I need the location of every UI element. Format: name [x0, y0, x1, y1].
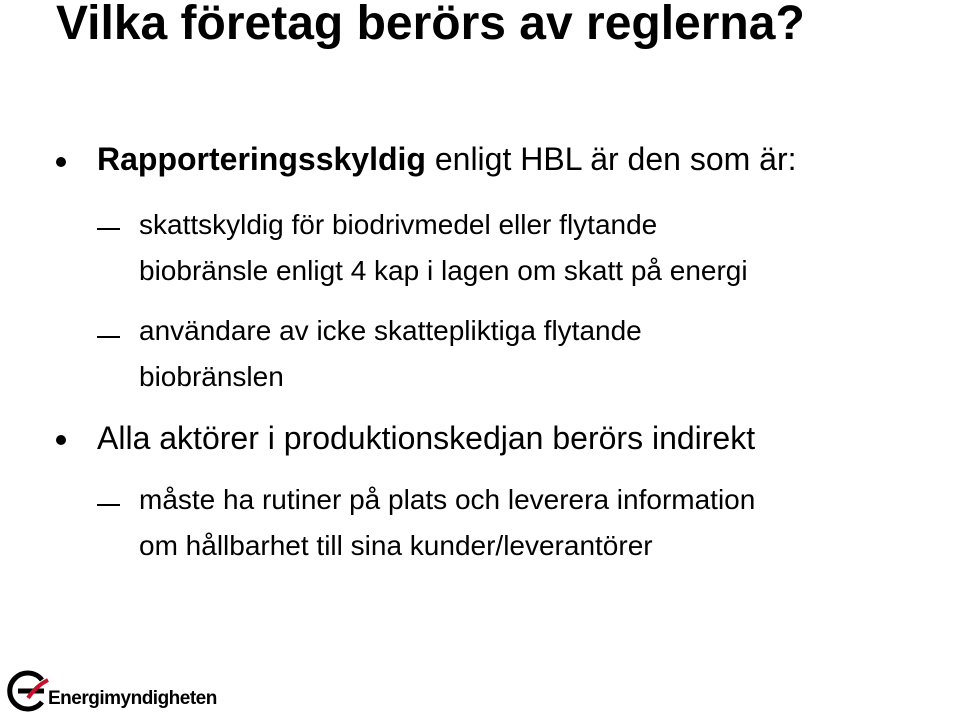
sub-bullet-line: måste ha rutiner på plats och leverera information — [139, 484, 756, 515]
sub-bullet-line: biobränsle enligt 4 kap i lagen om skatt på energi — [139, 255, 748, 286]
bullet-2-text: Alla aktörer i produktionskedjan berörs indirekt — [97, 420, 756, 456]
dash-icon — [97, 336, 120, 338]
sub-bullet-line: om hållbarhet till sina kunder/leverantörer — [139, 530, 653, 561]
bullet-2 — [97, 420, 755, 456]
sub-bullet-2-1 — [139, 478, 755, 568]
sub-bullet-1-2 — [139, 309, 642, 399]
sub-bullet-line: biobränslen — [139, 361, 284, 392]
energimyndigheten-logo — [4, 668, 217, 712]
sub-bullet-1-1 — [139, 203, 748, 293]
bullet-dot-icon — [56, 157, 66, 167]
bullet-1-rest: enligt HBL är den som är: — [425, 141, 797, 177]
bullet-1 — [97, 141, 797, 177]
dash-icon — [97, 228, 120, 230]
slide-title: Vilka företag berörs av reglerna? — [56, 0, 805, 50]
sub-bullet-line: användare av icke skattepliktiga flytande — [139, 315, 642, 346]
sub-bullet-line: skattskyldig för biodrivmedel eller flytande — [139, 209, 658, 240]
dash-icon — [97, 504, 120, 506]
bullet-1-lead: Rapporteringsskyldig — [97, 141, 426, 177]
logo-text: Energimyndigheten — [48, 688, 217, 709]
energimyndigheten-logo-mark-icon — [4, 668, 50, 714]
bullet-dot-icon — [56, 435, 66, 445]
